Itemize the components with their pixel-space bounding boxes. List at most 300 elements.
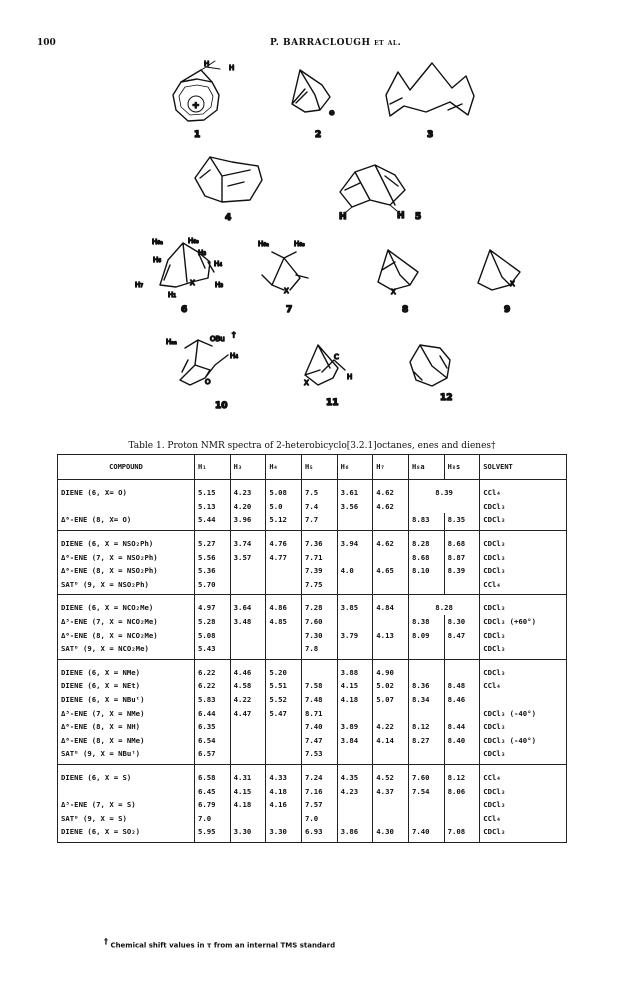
table-cell: 8.68 xyxy=(444,530,480,550)
table-row xyxy=(58,530,567,550)
table-cell xyxy=(266,628,302,642)
table-cell: SATᴰ (9, X = NBuᵗ) xyxy=(58,747,195,764)
figure-label-5: 5 xyxy=(415,212,422,222)
column-header: H₃ xyxy=(230,455,266,480)
table-cell: 7.5 xyxy=(301,480,337,500)
table-cell: 3.88 xyxy=(337,659,373,679)
table-cell: 8.09 xyxy=(408,628,444,642)
atom-label: H₁ xyxy=(168,291,177,299)
table-cell: 8.71 xyxy=(301,706,337,720)
table-cell: 7.30 xyxy=(301,628,337,642)
table-cell: 4.97 xyxy=(195,595,231,615)
table-cell: 7.28 xyxy=(301,595,337,615)
figure-label-8: 8 xyxy=(402,305,409,315)
structure-figures xyxy=(0,0,624,440)
table-cell: 7.39 xyxy=(301,564,337,578)
table-cell: 8.46 xyxy=(444,693,480,707)
atom-label: H₃ xyxy=(215,281,224,289)
table-cell xyxy=(266,564,302,578)
table-cell xyxy=(408,500,479,514)
table-cell: 8.34 xyxy=(408,693,444,707)
table-row xyxy=(58,500,567,514)
table-cell: 8.06 xyxy=(444,784,480,798)
table-cell xyxy=(408,811,444,825)
table-cell: 3.89 xyxy=(337,720,373,734)
table-cell: 3.48 xyxy=(230,615,266,629)
table-cell: 5.51 xyxy=(266,679,302,693)
table-cell xyxy=(444,747,480,764)
table-cell: 3.96 xyxy=(230,513,266,530)
atom-label: H₆ₐ xyxy=(258,240,269,248)
atom-label: H xyxy=(397,211,405,221)
table-cell xyxy=(230,578,266,595)
table-cell: 8.12 xyxy=(444,764,480,784)
table-cell: 3.30 xyxy=(230,825,266,842)
table-cell xyxy=(444,578,480,595)
table-cell: 5.08 xyxy=(195,628,231,642)
table-cell: 5.07 xyxy=(373,693,409,707)
table-cell: 5.44 xyxy=(195,513,231,530)
table-cell xyxy=(266,642,302,659)
table-cell xyxy=(444,798,480,812)
table-caption: Table 1. Proton NMR spectra of 2-heterobicyclo[3.2.1]octanes, enes and dienes† xyxy=(128,441,496,451)
atom-label: ⊖ xyxy=(329,109,335,117)
table-cell: 7.54 xyxy=(408,784,444,798)
table-cell: 7.0 xyxy=(301,811,337,825)
table-cell: 4.20 xyxy=(230,500,266,514)
table-cell: Δ⁶-ENE (8, X = NSO₂Ph) xyxy=(58,564,195,578)
table-cell: 4.62 xyxy=(373,530,409,550)
table-cell: CDCl₃ xyxy=(480,825,567,842)
table-cell xyxy=(373,642,409,659)
table-cell xyxy=(444,706,480,720)
table-cell: 3.30 xyxy=(266,825,302,842)
structure-8 xyxy=(378,250,418,290)
table-cell: 8.27 xyxy=(408,734,444,748)
table-cell xyxy=(337,747,373,764)
footnote-text: Chemical shift values in τ from an internal TMS standard xyxy=(110,941,336,950)
table-cell: 4.33 xyxy=(266,764,302,784)
structure-3 xyxy=(386,63,474,116)
table-cell: 7.57 xyxy=(301,798,337,812)
table-cell: 7.48 xyxy=(301,693,337,707)
table-cell: 4.0 xyxy=(337,564,373,578)
table-cell: 4.30 xyxy=(373,825,409,842)
table-cell: 3.64 xyxy=(230,595,266,615)
table-cell xyxy=(408,578,444,595)
table-cell: 4.18 xyxy=(230,798,266,812)
table-cell xyxy=(230,747,266,764)
table-cell xyxy=(337,615,373,629)
table-cell: 7.60 xyxy=(301,615,337,629)
structure-1 xyxy=(173,61,220,121)
table-cell: 7.24 xyxy=(301,764,337,784)
table-cell: Δ³-ENE (7, X = NCO₂Me) xyxy=(58,615,195,629)
table-cell xyxy=(230,811,266,825)
table-cell: 5.27 xyxy=(195,530,231,550)
table-cell: 7.40 xyxy=(301,720,337,734)
figure-label-11: 11 xyxy=(326,398,339,408)
table-cell: 5.28 xyxy=(195,615,231,629)
table-cell xyxy=(480,693,567,707)
table-cell xyxy=(337,642,373,659)
table-cell: 4.84 xyxy=(373,595,409,615)
table-cell: 4.13 xyxy=(373,628,409,642)
atom-label: H₃ xyxy=(198,249,207,257)
atom-label: X xyxy=(510,280,515,288)
table-cell: 4.23 xyxy=(337,784,373,798)
table-cell xyxy=(230,564,266,578)
table-cell xyxy=(373,811,409,825)
table-cell: CDCl₃ xyxy=(480,784,567,798)
table-cell: 7.60 xyxy=(408,764,444,784)
table-cell: 5.95 xyxy=(195,825,231,842)
table-cell: 3.84 xyxy=(337,734,373,748)
column-header: H₅ xyxy=(301,455,337,480)
table-cell: 4.16 xyxy=(266,798,302,812)
table-cell: CDCl₃ xyxy=(480,564,567,578)
table-cell: CCl₄ xyxy=(480,764,567,784)
table-cell xyxy=(266,734,302,748)
table-cell: 7.53 xyxy=(301,747,337,764)
table-cell: Δ³-ENE (7, X = NMe) xyxy=(58,706,195,720)
structure-10 xyxy=(180,340,228,385)
atom-label: X xyxy=(304,379,309,387)
table-cell: 8.68 xyxy=(408,550,444,564)
figure-label-7: 7 xyxy=(286,305,293,315)
table-cell: DIENE (6, X = NCO₂Me) xyxy=(58,595,195,615)
table-cell: 5.08 xyxy=(266,480,302,500)
column-header: SOLVENT xyxy=(480,455,567,480)
footnote-mark: † xyxy=(104,937,108,946)
table-cell: 7.36 xyxy=(301,530,337,550)
table-cell xyxy=(373,615,409,629)
table-row xyxy=(58,693,567,707)
table-cell xyxy=(373,747,409,764)
table-cell: 3.86 xyxy=(337,825,373,842)
table-cell: 4.18 xyxy=(337,693,373,707)
table-cell: 6.93 xyxy=(301,825,337,842)
figure-label-1: 1 xyxy=(194,130,201,140)
table-cell: 8.30 xyxy=(444,615,480,629)
table-row xyxy=(58,706,567,720)
table-cell: 8.28 xyxy=(408,530,444,550)
page-number: 100 xyxy=(37,38,56,48)
table-row xyxy=(58,764,567,784)
footnote xyxy=(104,937,335,949)
atom-label: X xyxy=(284,287,289,295)
table-row xyxy=(58,615,567,629)
table-cell: 5.56 xyxy=(195,550,231,564)
table-cell: 4.62 xyxy=(373,480,409,500)
table-cell: 3.74 xyxy=(230,530,266,550)
table-cell xyxy=(337,706,373,720)
table-cell: 4.15 xyxy=(230,784,266,798)
table-cell xyxy=(58,784,195,798)
table-cell: 4.86 xyxy=(266,595,302,615)
table-cell: 7.71 xyxy=(301,550,337,564)
table-cell: 6.22 xyxy=(195,679,231,693)
table-cell: Δ⁶-ENE (8, X = NCO₂Me) xyxy=(58,628,195,642)
table-cell: 4.22 xyxy=(373,720,409,734)
table-cell: 7.58 xyxy=(301,679,337,693)
table-cell: 6.58 xyxy=(195,764,231,784)
table-cell xyxy=(337,550,373,564)
table-cell: 3.94 xyxy=(337,530,373,550)
table-cell: 5.12 xyxy=(266,513,302,530)
table-cell: CDCl₃ xyxy=(480,642,567,659)
table-cell: 4.65 xyxy=(373,564,409,578)
table-cell: 4.37 xyxy=(373,784,409,798)
column-header: H₈a xyxy=(408,455,444,480)
table-cell: SATᴰ (9, X = NSO₂Ph) xyxy=(58,578,195,595)
table-cell: SATᴰ (9, X = NCO₂Me) xyxy=(58,642,195,659)
table-row xyxy=(58,628,567,642)
table-cell: 5.36 xyxy=(195,564,231,578)
table-cell xyxy=(444,659,480,679)
structure-2 xyxy=(292,70,330,112)
table-cell: CCl₄ xyxy=(480,480,567,500)
superscript-dagger: † xyxy=(232,331,236,339)
table-cell: 6.79 xyxy=(195,798,231,812)
table-header-row xyxy=(58,455,567,480)
structure-11 xyxy=(305,345,345,385)
table-cell: 5.02 xyxy=(373,679,409,693)
atom-label: Hₐₐ xyxy=(166,338,177,346)
figure-label-4: 4 xyxy=(225,213,232,223)
table-cell: 8.39 xyxy=(408,480,479,500)
table-cell: DIENE (6, X = NSO₂Ph) xyxy=(58,530,195,550)
figure-label-2: 2 xyxy=(315,130,322,140)
table-cell: 8.48 xyxy=(444,679,480,693)
table-cell: 4.15 xyxy=(337,679,373,693)
table-row xyxy=(58,564,567,578)
table-cell xyxy=(444,642,480,659)
table-cell: 4.62 xyxy=(373,500,409,514)
column-header: H₄ xyxy=(266,455,302,480)
table-cell: 7.75 xyxy=(301,578,337,595)
figure-label-3: 3 xyxy=(427,130,434,140)
table-cell: 4.52 xyxy=(373,764,409,784)
table-cell: 6.54 xyxy=(195,734,231,748)
table-cell: CDCl₃ xyxy=(480,720,567,734)
table-row xyxy=(58,679,567,693)
atom-label: + xyxy=(192,101,200,111)
table-cell: 7.0 xyxy=(195,811,231,825)
table-cell: CDCl₃ xyxy=(480,513,567,530)
table-cell xyxy=(373,706,409,720)
table-cell: 5.43 xyxy=(195,642,231,659)
table-cell: 8.47 xyxy=(444,628,480,642)
table-cell xyxy=(408,798,444,812)
table-row xyxy=(58,784,567,798)
column-header: H₈s xyxy=(444,455,480,480)
table-cell: 8.38 xyxy=(408,615,444,629)
table-cell: CCl₄ xyxy=(480,679,567,693)
atom-label: C xyxy=(334,353,339,361)
table-row xyxy=(58,798,567,812)
table-cell xyxy=(444,811,480,825)
table-row xyxy=(58,720,567,734)
table-cell xyxy=(373,578,409,595)
table-cell: 3.61 xyxy=(337,480,373,500)
table-cell: 7.16 xyxy=(301,784,337,798)
table-cell: DIENE (6, X= O) xyxy=(58,480,195,500)
table-cell: 8.83 xyxy=(408,513,444,530)
table-cell xyxy=(337,798,373,812)
table-cell: CDCl₃ xyxy=(480,659,567,679)
table-cell: 8.12 xyxy=(408,720,444,734)
table-cell: CDCl₃ (-40°) xyxy=(480,734,567,748)
table-cell xyxy=(337,513,373,530)
table-cell: DIENE (6, X = NMe) xyxy=(58,659,195,679)
table-cell: 6.22 xyxy=(195,659,231,679)
table-cell: 8.87 xyxy=(444,550,480,564)
table-cell: 6.35 xyxy=(195,720,231,734)
atom-label: H₆ₛ xyxy=(294,240,305,248)
table-cell xyxy=(337,811,373,825)
table-cell xyxy=(230,734,266,748)
table-cell: 4.46 xyxy=(230,659,266,679)
atom-label: H xyxy=(204,60,210,68)
table-cell xyxy=(408,659,444,679)
table-cell: CDCl₃ (-40°) xyxy=(480,706,567,720)
atom-label: H xyxy=(339,212,347,222)
table-cell: 3.56 xyxy=(337,500,373,514)
table-cell: 7.40 xyxy=(408,825,444,842)
table-cell: 7.7 xyxy=(301,513,337,530)
table-cell: 8.40 xyxy=(444,734,480,748)
table-cell: 4.22 xyxy=(230,693,266,707)
table-cell: 4.58 xyxy=(230,679,266,693)
table-cell: 3.85 xyxy=(337,595,373,615)
atom-label: H₆ₐ xyxy=(152,238,163,246)
atom-label: H₄ xyxy=(214,260,223,268)
atom-label: H₇ xyxy=(135,281,144,289)
table-row xyxy=(58,550,567,564)
table-cell: 6.45 xyxy=(195,784,231,798)
table-cell xyxy=(301,659,337,679)
table-cell: Δ⁶-ENE (8, X = NH) xyxy=(58,720,195,734)
table-cell: 4.23 xyxy=(230,480,266,500)
table-cell: CDCl₃ xyxy=(480,628,567,642)
table-cell: CDCl₃ xyxy=(480,595,567,615)
table-cell: CDCl₃ xyxy=(480,500,567,514)
table-cell xyxy=(58,500,195,514)
table-cell: DIENE (6, X = S) xyxy=(58,764,195,784)
table-row xyxy=(58,513,567,530)
table-cell: 4.76 xyxy=(266,530,302,550)
table-cell xyxy=(408,706,444,720)
table-cell: 3.79 xyxy=(337,628,373,642)
table-cell: DIENE (6, X = NEt) xyxy=(58,679,195,693)
column-header: H₁ xyxy=(195,455,231,480)
table-cell: 8.35 xyxy=(444,513,480,530)
table-cell: Δ⁶-ENE (8, X = NMe) xyxy=(58,734,195,748)
atom-label: OBu xyxy=(210,335,225,343)
table-cell xyxy=(266,720,302,734)
table-cell: 7.08 xyxy=(444,825,480,842)
column-header: H₆ xyxy=(337,455,373,480)
table-cell: 5.52 xyxy=(266,693,302,707)
figure-label-12: 12 xyxy=(440,393,453,403)
table-cell xyxy=(230,642,266,659)
table-cell: 7.8 xyxy=(301,642,337,659)
structure-5 xyxy=(340,165,405,213)
atom-label: X xyxy=(190,279,195,287)
table-cell: 4.90 xyxy=(373,659,409,679)
figure-label-6: 6 xyxy=(181,305,188,315)
table-body xyxy=(58,480,567,843)
nmr-table xyxy=(57,454,567,843)
table-cell: 8.10 xyxy=(408,564,444,578)
table-cell: 7.47 xyxy=(301,734,337,748)
table-cell: Δ⁶-ENE (7, X = NSO₂Ph) xyxy=(58,550,195,564)
table-row xyxy=(58,578,567,595)
table-row xyxy=(58,811,567,825)
table-cell: CDCl₃ xyxy=(480,530,567,550)
table-row xyxy=(58,734,567,748)
column-header: COMPOUND xyxy=(58,455,195,480)
table-cell: 4.47 xyxy=(230,706,266,720)
column-header: H₇ xyxy=(373,455,409,480)
table-cell xyxy=(266,747,302,764)
atom-label: H₆ xyxy=(153,256,162,264)
atom-label: O xyxy=(205,378,211,386)
table-cell: 7.4 xyxy=(301,500,337,514)
atom-label: H xyxy=(347,373,353,381)
table-row xyxy=(58,747,567,764)
table-cell: 4.14 xyxy=(373,734,409,748)
table-cell: 4.35 xyxy=(337,764,373,784)
structure-4 xyxy=(195,157,262,202)
table-cell: 5.70 xyxy=(195,578,231,595)
table-cell: CDCl₃ xyxy=(480,550,567,564)
table-cell: Δ³-ENE (7, X = S) xyxy=(58,798,195,812)
figure-label-9: 9 xyxy=(504,305,511,315)
table-cell xyxy=(408,642,444,659)
table-cell xyxy=(337,578,373,595)
atom-label: H₆ₛ xyxy=(188,237,199,245)
table-cell: 6.57 xyxy=(195,747,231,764)
table-cell: 6.44 xyxy=(195,706,231,720)
table-cell: 8.39 xyxy=(444,564,480,578)
table-cell: CDCl₃ xyxy=(480,747,567,764)
atom-label: H₄ xyxy=(230,352,239,360)
table-cell: 4.31 xyxy=(230,764,266,784)
table-cell: 8.44 xyxy=(444,720,480,734)
table-cell: 5.47 xyxy=(266,706,302,720)
table-cell: 8.36 xyxy=(408,679,444,693)
table-cell: 3.57 xyxy=(230,550,266,564)
table-cell: Δ⁶-ENE (8, X= O) xyxy=(58,513,195,530)
table-cell: DIENE (6, X = SO₂) xyxy=(58,825,195,842)
table-cell: CDCl₃ xyxy=(480,798,567,812)
table-cell xyxy=(230,720,266,734)
table-cell: 5.20 xyxy=(266,659,302,679)
structure-12 xyxy=(410,345,450,386)
table-cell xyxy=(408,747,444,764)
table-cell: 5.15 xyxy=(195,480,231,500)
table-cell: 4.77 xyxy=(266,550,302,564)
table-cell: 5.0 xyxy=(266,500,302,514)
atom-label: H xyxy=(229,64,235,72)
table-cell: 5.13 xyxy=(195,500,231,514)
table-cell: SATᴰ (9, X = S) xyxy=(58,811,195,825)
table-cell: CDCl₃ (+60°) xyxy=(480,615,567,629)
table-cell: 4.18 xyxy=(266,784,302,798)
table-row xyxy=(58,825,567,842)
